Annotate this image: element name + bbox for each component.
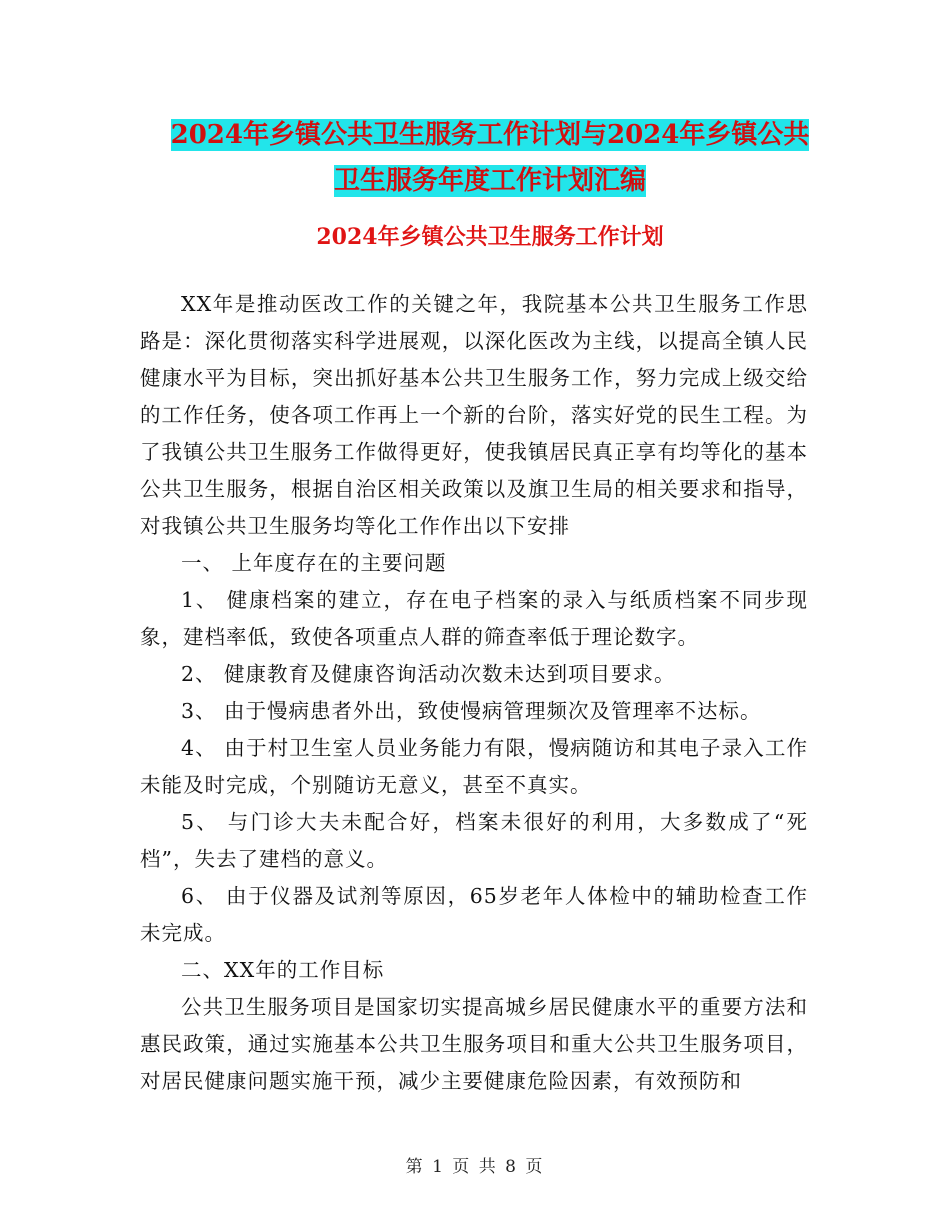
heading-problems: 一、 上年度存在的主要问题	[181, 551, 447, 575]
section-title: 2024年乡镇公共卫生服务工作计划	[316, 224, 664, 250]
document-title-line-1: 2024年乡镇公共卫生服务工作计划与2024年乡镇公共	[170, 120, 810, 150]
document-title-line-2: 卫生服务年度工作计划汇编	[333, 166, 646, 196]
list-item-problem-6: 6、 由于仪器及试剂等原因，65岁老年人体检中的辅助检查工作未完成。	[140, 884, 808, 945]
paragraph-goals: 公共卫生服务项目是国家切实提高城乡居民健康水平的重要方法和惠民政策，通过实施基本公共卫生服务项目和重大公共卫生服务项目，对居民健康问题实施干预，减少主要健康危险因素，有效预防和	[140, 995, 808, 1093]
list-item-problem-5: 5、 与门诊大夫未配合好，档案未很好的利用，大多数成了“死档”，失去了建档的意义。	[140, 810, 808, 871]
list-item-problem-1: 1、 健康档案的建立，存在电子档案的录入与纸质档案不同步现象，建档率低，致使各项重点人群的筛查率低于理论数字。	[140, 588, 808, 649]
document-body	[140, 286, 808, 1100]
list-item-problem-2: 2、 健康教育及健康咨询活动次数未达到项目要求。	[181, 662, 676, 686]
page-footer: 第 1 页 共 8 页	[405, 1157, 545, 1177]
document-title	[140, 112, 840, 204]
paragraph-intro: XX年是推动医改工作的关键之年，我院基本公共卫生服务工作思路是：深化贯彻落实科学进展观，以深化医改为主线，以提高全镇人民健康水平为目标，突出抓好基本公共卫生服务工作，努力完成上级交给的工作任务，使各项工作再上一个新的台阶，落实好党的民生工程。为了我镇公共卫生服务工作做得更好，使我镇居民真正享有均等化的基本公共卫生服务，根据自治区相关政策以及旗卫生局的相关要求和指导，对我镇公共卫生服务均等化工作作出以下安排	[140, 292, 808, 538]
list-item-problem-4: 4、 由于村卫生室人员业务能力有限，慢病随访和其电子录入工作未能及时完成，个别随访无意义，甚至不真实。	[140, 736, 808, 797]
heading-goals: 二、XX年的工作目标	[181, 958, 385, 982]
list-item-problem-3: 3、 由于慢病患者外出，致使慢病管理频次及管理率不达标。	[181, 699, 762, 723]
